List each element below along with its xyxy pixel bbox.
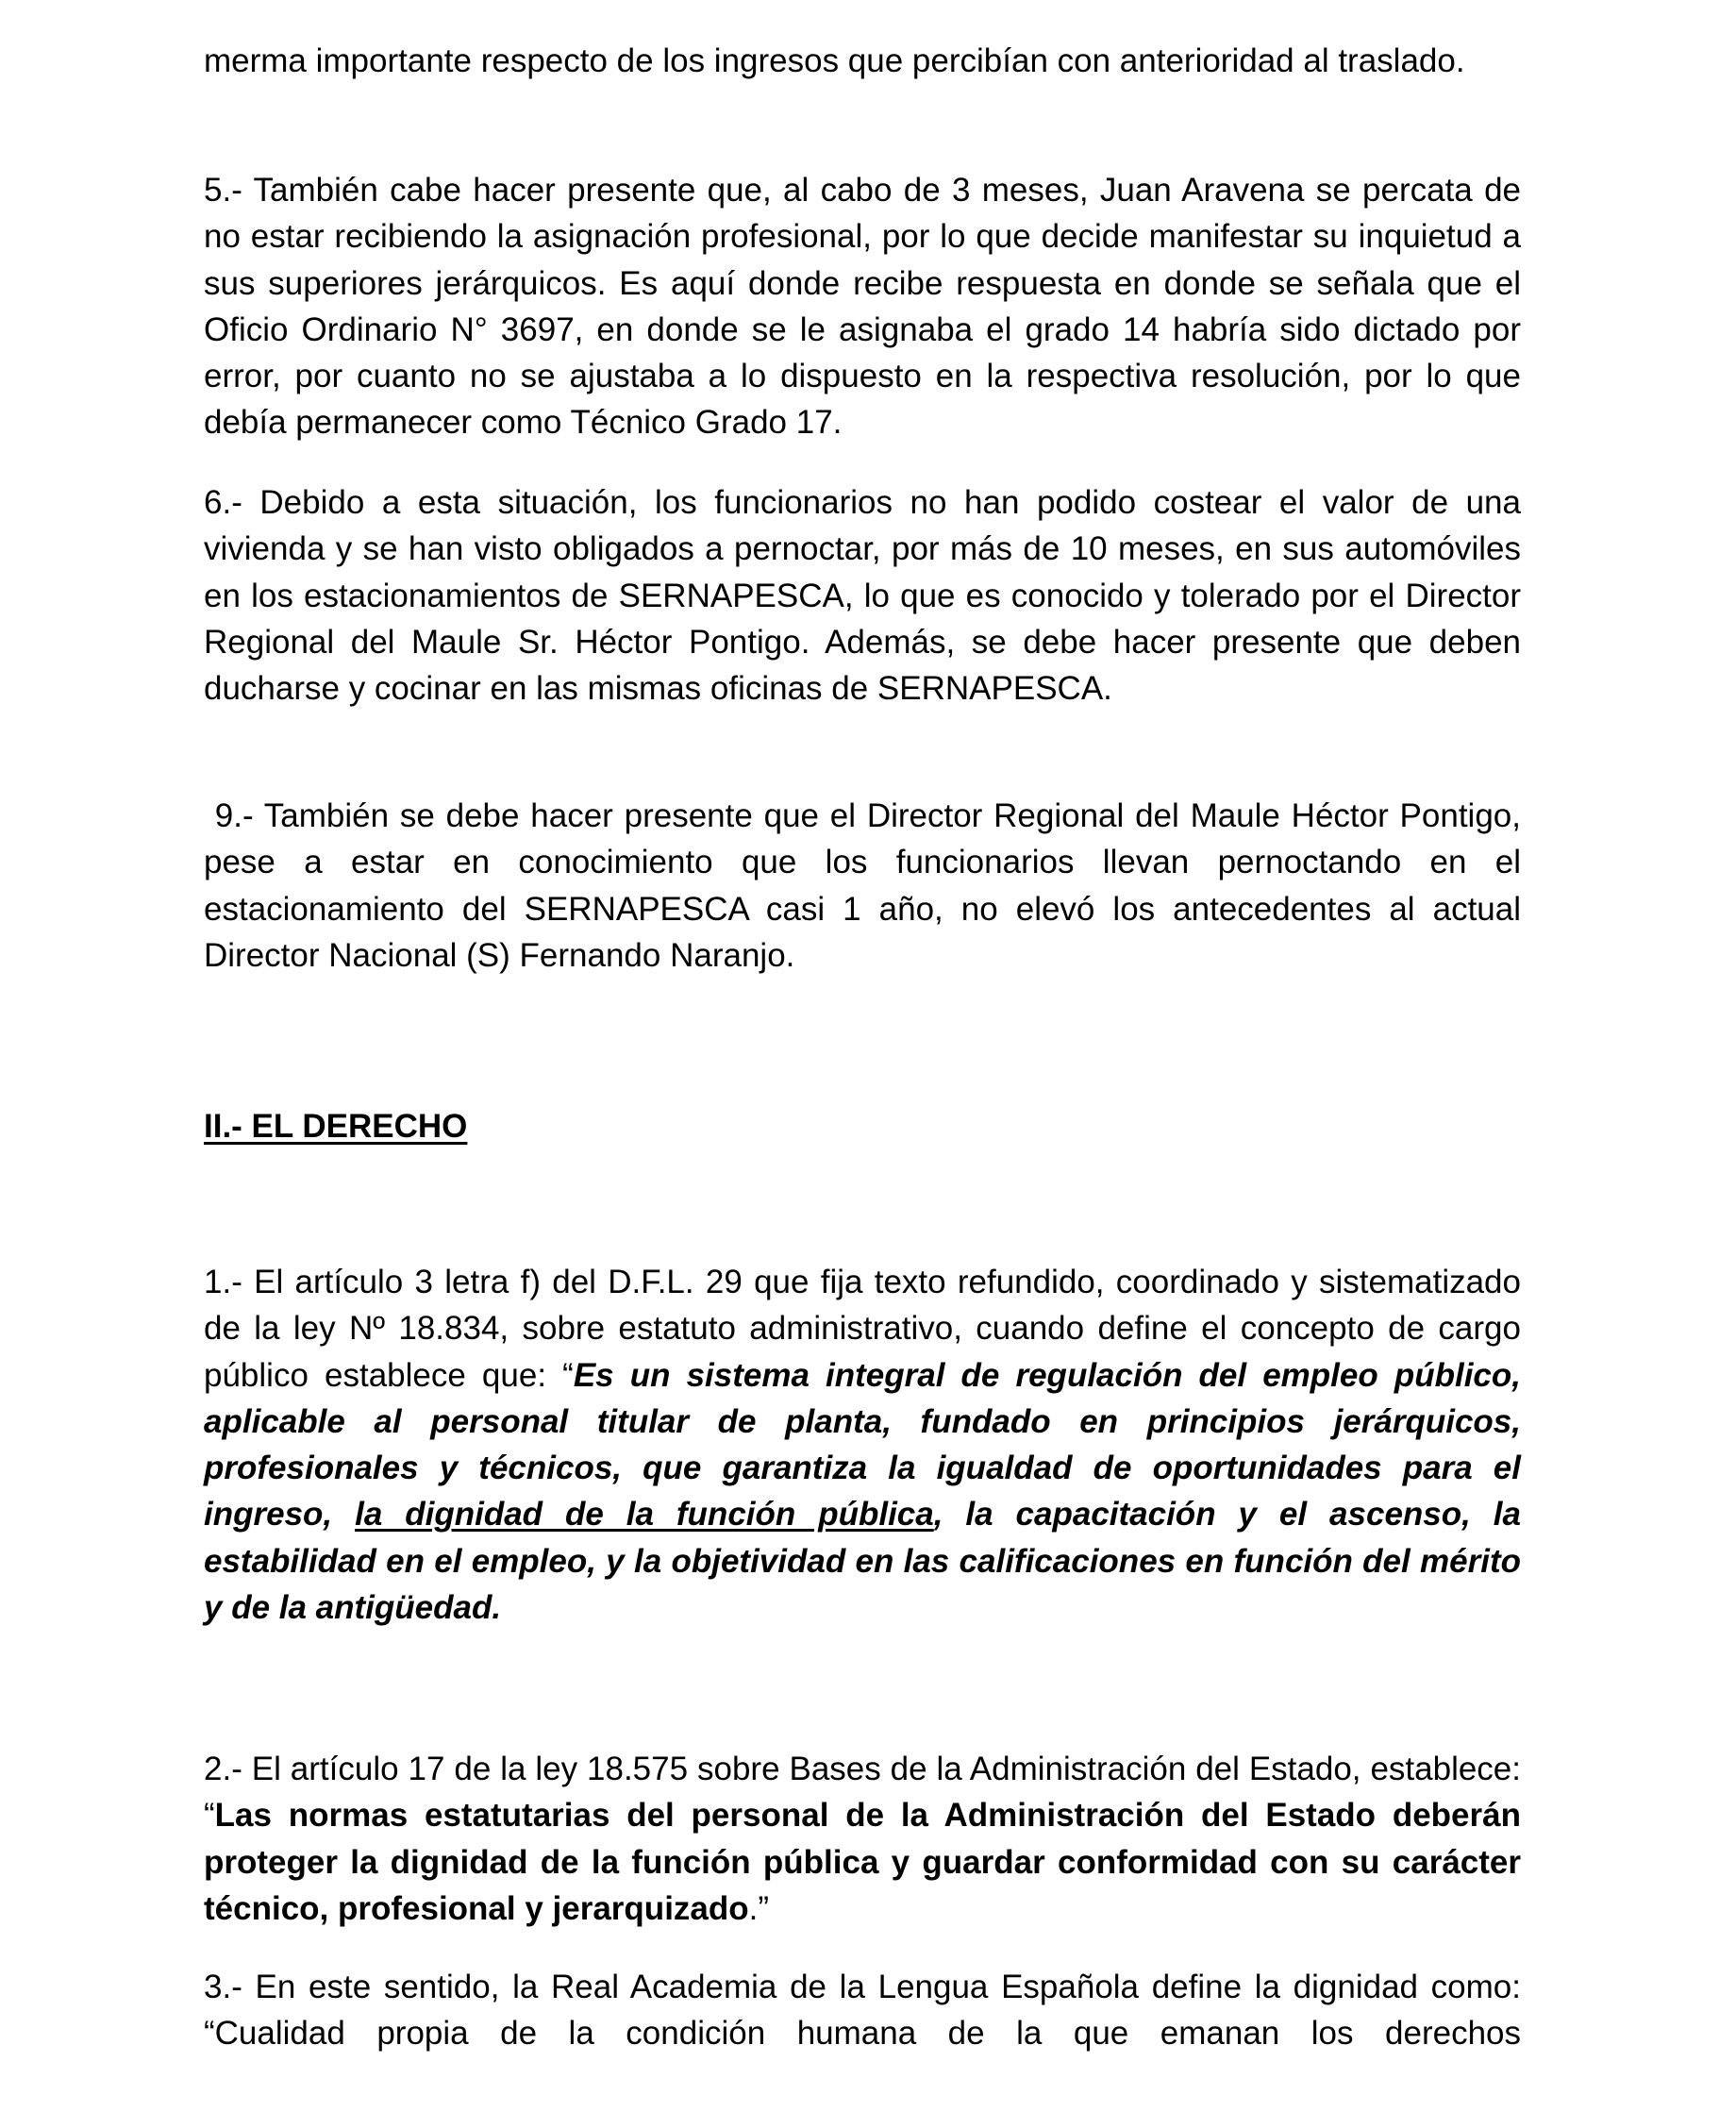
paragraph-6: 6.- Debido a esta situación, los funcionarios no han podido costear el valor de una vivienda y se han visto obligados a pernoctar, por más de 10 meses, en sus automóviles en los estacionamientos de SERNAPESCA, lo que es conocido y tolerado por el Director Regional del Maule Sr. Héctor Pontigo. Además, se debe hacer presente que deben ducharse y cocinar en las mismas oficinas de SERNAPESCA. xyxy=(204,484,1521,708)
d1-quote-b: , la capacitación y el ascenso, la estabilidad en el empleo, y la objetividad en las calificaciones en función del mérito y de la antigüedad. xyxy=(204,1496,1521,1627)
d1-quote-a: Es un sistema integral de regulación del empleo público, aplicable al personal titular de planta, fundado en principios jerárquicos, profesionales y técnicos, que garantiza la igualdad de oportunidades para el ingreso, xyxy=(204,1356,1522,1534)
d1-quote-underlined: la dignidad de la función pública xyxy=(355,1496,934,1534)
d2-intro: 2.- El artículo 17 de la ley 18.575 sobre Bases de la Administración del Estado, establece: “ xyxy=(204,1751,1521,1835)
derecho-paragraph-2 xyxy=(204,1746,1521,1932)
d1-intro: 1.- El artículo 3 letra f) del D.F.L. 29 que fija texto refundido, coordinado y sistematizado de la ley Nº 18.834, sobre estatuto administrativo, cuando define el concepto de cargo público establece que: “ xyxy=(204,1264,1521,1394)
paragraph-5: 5.- También cabe hacer presente que, al cabo de 3 meses, Juan Aravena se percata de no estar recibiendo la asignación profesional, por lo que decide manifestar su inquietud a sus superiores jerárquicos. Es aquí donde recibe respuesta en donde se señala que el Oficio Ordinario N° 3697, en donde se le asignaba el grado 14 habría sido dictado por error, por cuanto no se ajustaba a lo dispuesto en la respectiva resolución, por lo que debía permanecer como Técnico Grado 17. xyxy=(204,172,1521,442)
derecho-paragraph-1 xyxy=(204,1259,1521,1631)
d2-quote: Las normas estatutarias del personal de la Administración del Estado deberán proteger la dignidad de la función pública y guardar conformidad con su carácter técnico, profesional y jerarquizado xyxy=(204,1797,1521,1927)
paragraph-intro: merma importante respecto de los ingresos que percibían con anterioridad al traslado. xyxy=(204,42,1465,79)
section-heading xyxy=(204,1103,1521,1149)
derecho-paragraph-3: 3.- En este sentido, la Real Academia de la Lengua Española define la dignidad como: “Cualidad propia de la condición humana de la que emanan los derechos xyxy=(204,1969,1521,2053)
d2-end: .” xyxy=(748,1889,770,1927)
paragraph-9: 9.- También se debe hacer presente que el Director Regional del Maule Héctor Pontigo, pese a estar en conocimiento que los funcionarios llevan pernoctando en el estacionamiento del SERNAPESCA casi 1 año, no elevó los antecedentes al actual Director Nacional (S) Fernando Naranjo. xyxy=(204,797,1530,974)
heading-text: II.- EL DERECHO xyxy=(204,1108,468,1145)
